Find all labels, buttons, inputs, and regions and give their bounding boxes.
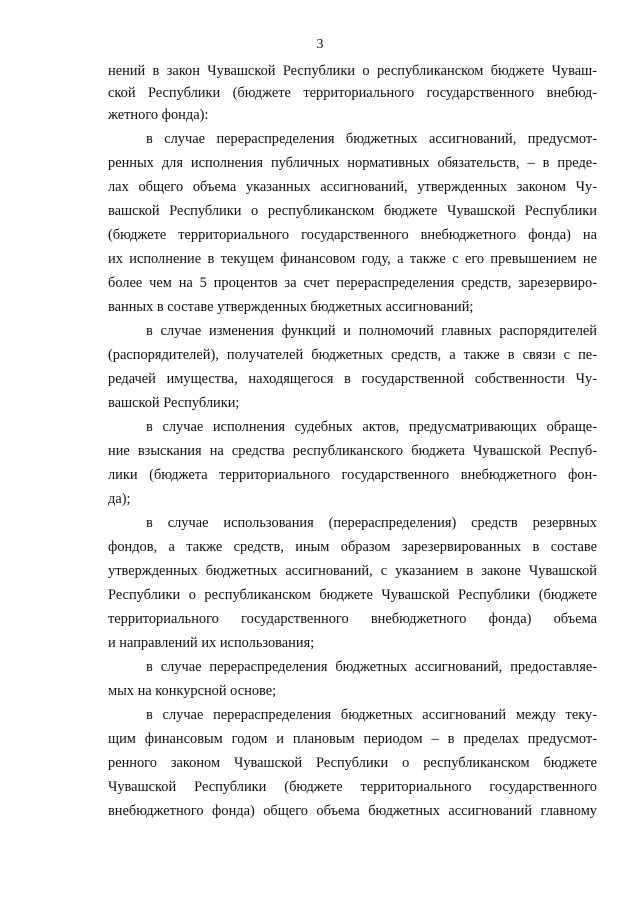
text-line: вашской Республики о республиканском бюджете Чувашской Республики (108, 203, 597, 219)
text-line: (бюджете территориального государственного внебюджетного фонда) на (108, 227, 597, 243)
text-line: более чем на 5 процентов за счет перераспределения средств, зарезервиро- (108, 275, 597, 291)
text-line: лики (бюджета территориального государственного внебюджетного фон- (108, 467, 597, 483)
text-line: жетного фонда): (108, 107, 209, 123)
text-line: ренных для исполнения публичных нормативных обязательств, – в преде- (108, 155, 597, 171)
text-line: редачей имущества, находящегося в государственной собственности Чу- (108, 371, 597, 387)
text-line: лах общего объема указанных ассигнований, утвержденных законом Чу- (108, 179, 597, 195)
text-line: нений в закон Чувашской Республики о республиканском бюджете Чуваш- (108, 63, 597, 79)
text-line: в случае перераспределения бюджетных ассигнований, предусмот- (146, 131, 597, 147)
text-line: в случае исполнения судебных актов, предусматривающих обраще- (146, 419, 597, 435)
text-line: мых на конкурсной основе; (108, 683, 277, 699)
text-line: фондов, а также средств, иным образом зарезервированных в составе (108, 539, 597, 555)
text-line: в случае перераспределения бюджетных ассигнований, предоставляе- (146, 659, 597, 675)
text-line: вашской Республики; (108, 395, 240, 411)
text-line: территориального государственного внебюджетного фонда) объема (108, 611, 597, 627)
text-line: ние взыскания на средства республиканского бюджета Чувашской Респуб- (108, 443, 597, 459)
text-line: в случае использования (перераспределения) средств резервных (146, 515, 597, 531)
text-line: и направлений их использования; (108, 635, 315, 651)
text-line: щим финансовым годом и плановым периодом – в пределах предусмот- (108, 731, 597, 747)
text-line: их исполнение в текущем финансовом году, а также с его превышением не (108, 251, 597, 267)
text-line: Чувашской Республики (бюджете территориального государственного (108, 779, 597, 795)
text-line: утвержденных бюджетных ассигнований, с указанием в законе Чувашской (108, 563, 597, 579)
text-line: ренного законом Чувашской Республики о республиканском бюджете (108, 755, 597, 771)
text-line: в случае перераспределения бюджетных ассигнований между теку- (146, 707, 597, 723)
text-line: (распорядителей), получателей бюджетных средств, а также в связи с пе- (108, 347, 597, 363)
text-line: ванных в составе утвержденных бюджетных ассигнований; (108, 299, 474, 315)
text-line: в случае изменения функций и полномочий главных распорядителей (146, 323, 597, 339)
page-number: 3 (316, 37, 324, 52)
text-line: да); (108, 491, 131, 507)
text-line: внебюджетного фонда) общего объема бюджетных ассигнований главному (108, 803, 597, 819)
text-line: ской Республики (бюджете территориального государственного внебюд- (108, 85, 597, 101)
text-line: Республики о республиканском бюджете Чувашской Республики (бюджете (108, 587, 597, 603)
